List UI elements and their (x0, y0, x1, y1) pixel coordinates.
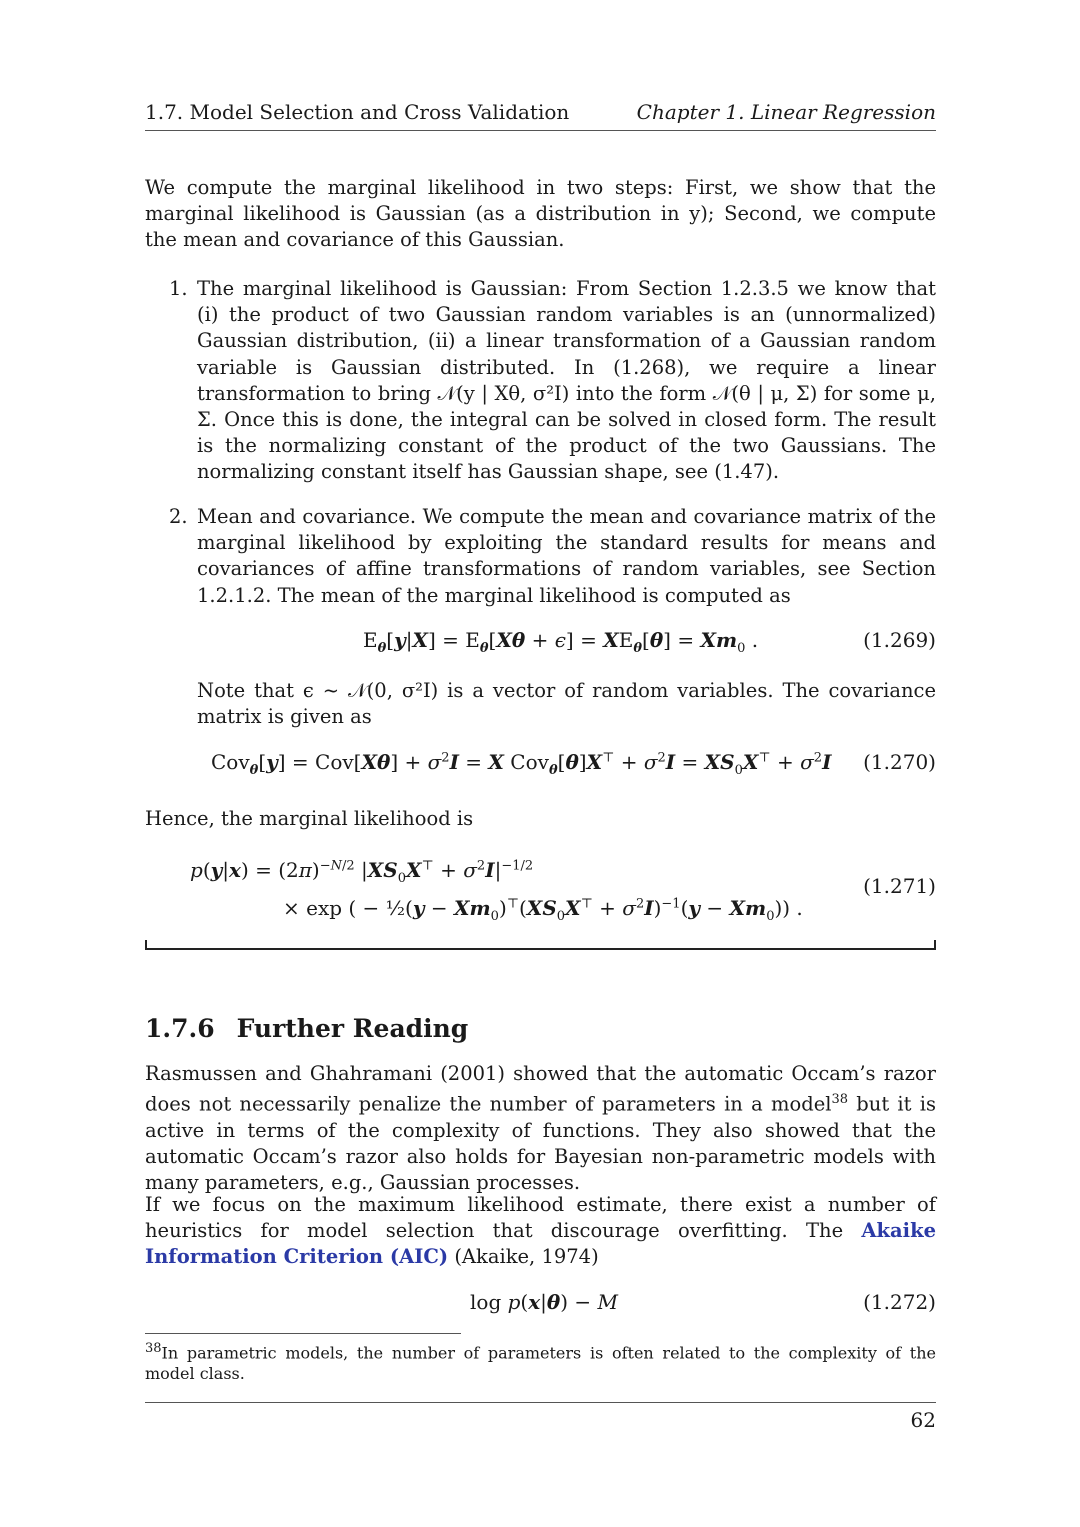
further-reading-paragraph-1 (145, 1061, 936, 1197)
footnote (145, 1338, 936, 1384)
hence-paragraph: Hence, the marginal likelihood is (145, 807, 474, 830)
equation-body: log p(x|θ) − M (470, 1290, 619, 1314)
paragraph-text: Rasmussen and Ghahramani (2001) showed that the automatic Occam’s razor does not necessarily penalize the number of parameters in a model (145, 1062, 936, 1116)
equation-1269 (145, 628, 936, 658)
section-heading (145, 1014, 468, 1043)
equation-body: $Cov_\theta[y] = Cov[X\theta] + \sigma^2I = X$ $Cov_\theta[\theta]X^⊤ + \sigma^2I = XS_0X^⊤ + \sigma^2I$ (211, 750, 832, 778)
list-item-number: 1. (169, 277, 188, 300)
footnote-number: 38 (145, 1341, 162, 1356)
paragraph-text: (Akaike, 1974) (448, 1245, 599, 1269)
paragraph-text: If we focus on the maximum likelihood estimate, there exist a number of heuristics for model selection that discourage overfitting. The (145, 1193, 936, 1243)
list-item-text: Mean and covariance. We compute the mean and covariance matrix of the marginal likelihood by exploiting the standard results for means and covariances of affine transformations of random variables, see Section 1.2.1.2. The mean of the marginal likelihood is computed as (197, 505, 936, 607)
footer-rule (145, 1402, 936, 1403)
page-number: 62 (910, 1408, 936, 1432)
note-paragraph: Note that ϵ ~ 𝒩(0, σ²I) is a vector of random variables. The covariance matrix is given as (197, 679, 936, 729)
header-chapter-title: Chapter 1. Linear Regression (636, 100, 936, 124)
intro-paragraph: We compute the marginal likelihood in two steps: First, we show that the marginal likelihood is Gaussian (as a distribution in y); Second, we compute the mean and covariance of this Gaussian. (145, 176, 936, 252)
footnote-rule (145, 1333, 461, 1334)
paragraph-text: but it is active in terms of the complexity of functions. They also showed that the automatic Occam’s razor also holds for Bayesian non-parametric models with many parameters, e.g., Gaussian processes. (145, 1092, 936, 1195)
list-item-text: The marginal likelihood is Gaussian: From Section 1.2.3.5 we know that (i) the product of two Gaussian random variables is an (unnormalized) Gaussian distribution, (ii) a linear transformation of a Gaussian random variable is Gaussian distributed. In (1.268), we require a linear transformation to bring 𝒩(y | Xθ, σ²I) into the form 𝒩(θ | μ, Σ) for some μ, Σ. Once this is done, the integral can be solved in closed form. The result is the normalizing constant of the product of the two Gaussians. The normalizing constant itself has Gaussian shape, see (1.47). (197, 277, 936, 484)
equation-number: (1.269) (863, 628, 936, 652)
footnote-text: In parametric models, the number of parameters is often related to the complexity of the model class. (145, 1343, 936, 1384)
section-title: Further Reading (236, 1014, 469, 1043)
aic-term-link[interactable]: Akaike Information Criterion (AIC) (145, 1219, 936, 1269)
equation-body: $E_\theta[y|X] = E_\theta[X\theta + \epsilon] = XE_\theta[\theta] = Xm_0$ . (363, 628, 759, 656)
equation-body-line1: $p(y|x) = (2\pi)^{-N/2}$ $|XS_0X^⊤ + \sigma^2I|^{-1/2}$ (190, 858, 534, 886)
footnote-marker[interactable]: 38 (831, 1092, 849, 1108)
equation-number: (1.272) (863, 1290, 936, 1314)
header-section-title: 1.7. Model Selection and Cross Validation (145, 100, 570, 124)
section-number: 1.7.6 (145, 1014, 215, 1043)
equation-body-line2: × exp ( − ½(y − $Xm_0)^⊤(XS_0X^⊤ + \sigma^2I)^{-1}(y - Xm_0)$) . (283, 896, 803, 924)
running-header (145, 100, 936, 131)
equation-number: (1.270) (863, 750, 936, 774)
equation-1271 (145, 850, 936, 930)
equation-number: (1.271) (863, 874, 936, 898)
list-item-number: 2. (169, 505, 188, 528)
equation-1272 (145, 1290, 936, 1320)
equation-1270 (145, 750, 936, 780)
proof-end-bar (145, 940, 936, 950)
further-reading-paragraph-2 (145, 1192, 936, 1271)
